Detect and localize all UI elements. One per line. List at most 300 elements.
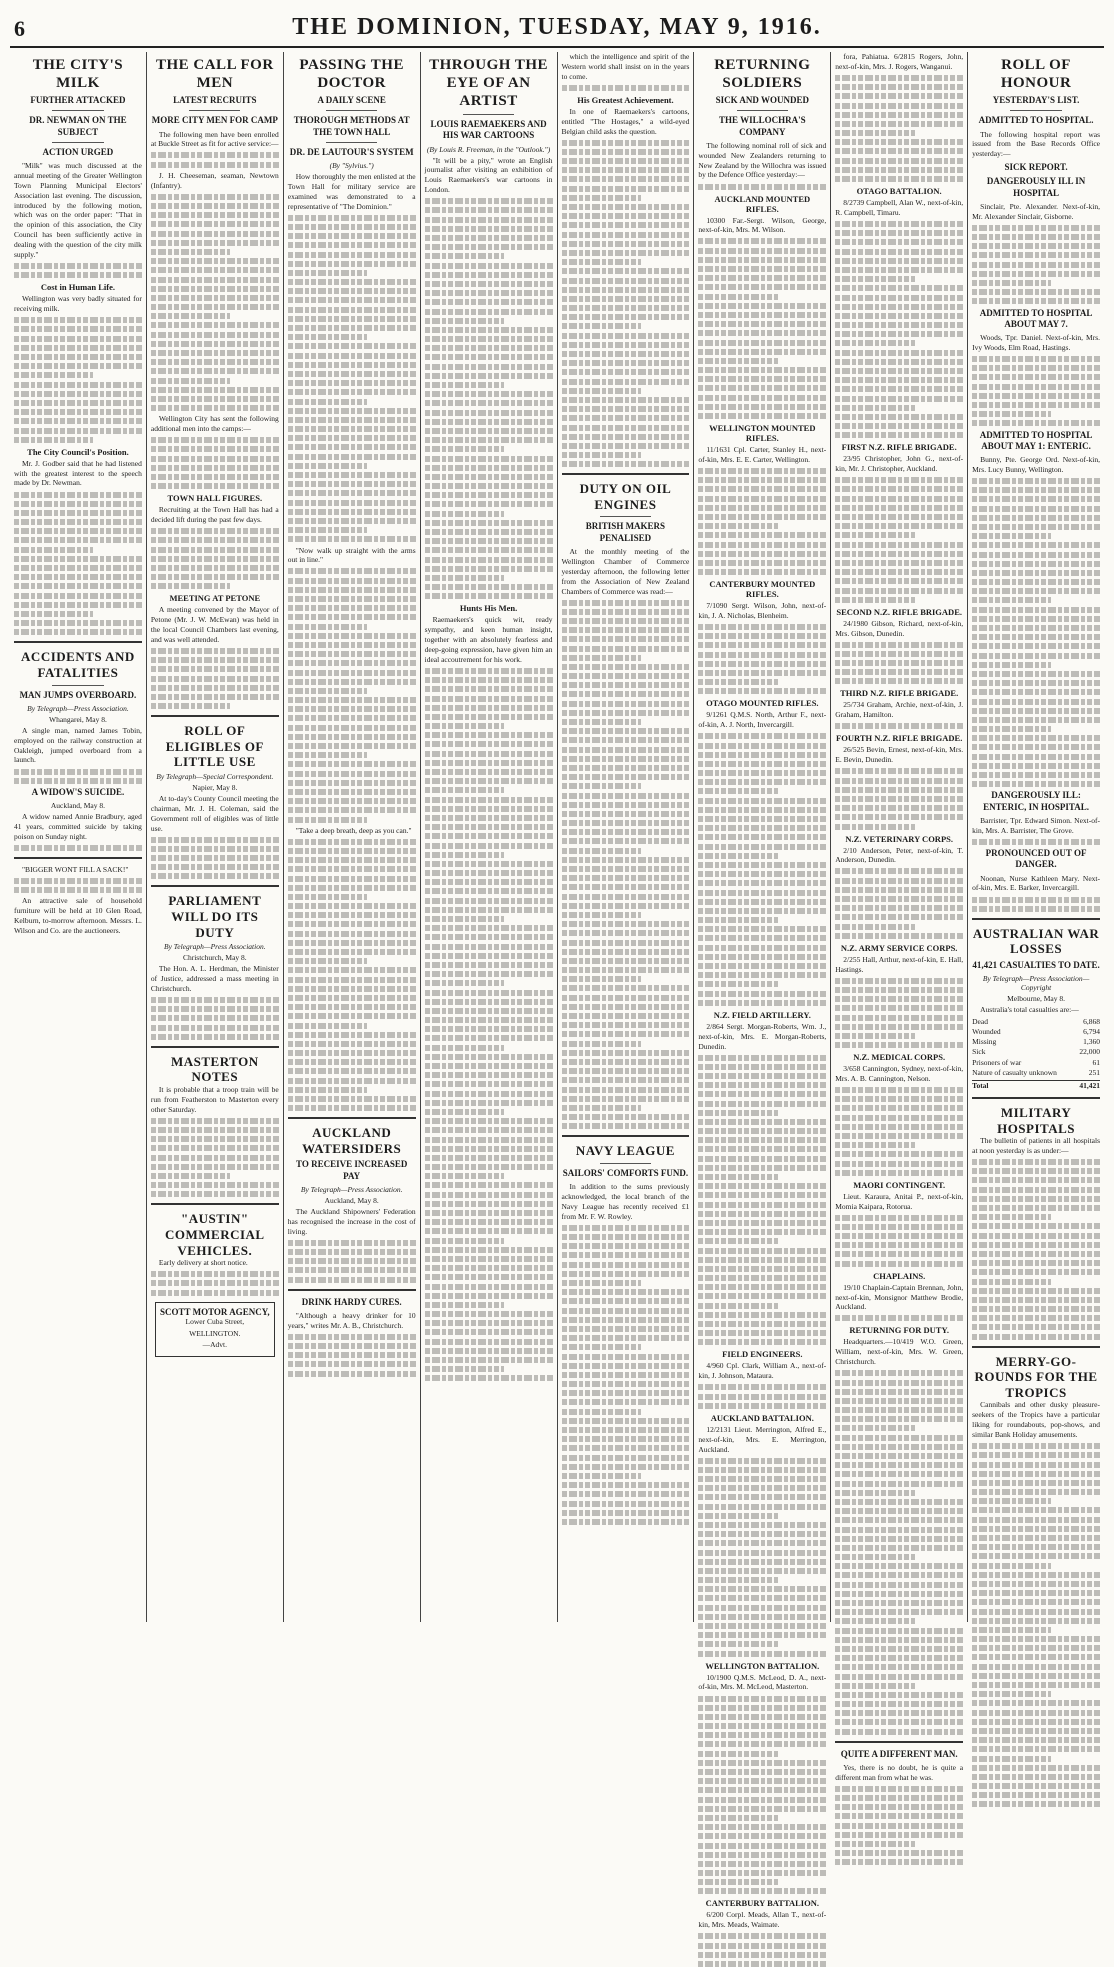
illegible-text-line xyxy=(425,492,553,498)
illegible-text-line xyxy=(425,714,553,720)
headline: AUSTRALIAN WAR LOSSES xyxy=(972,925,1100,957)
illegible-text-line xyxy=(835,1435,963,1441)
illegible-text-line xyxy=(562,1262,690,1268)
illegible-text-line xyxy=(698,1933,826,1939)
illegible-text-line xyxy=(835,167,963,173)
paragraph: 2/864 Sergt. Morgan-Roberts, Wm. J., next-of-kin, Mrs. E. Morgan-Roberts, Dunedin. xyxy=(698,1021,827,1051)
illegible-text-line xyxy=(562,250,690,256)
illegible-text-line xyxy=(835,1813,963,1819)
illegible-text-line xyxy=(698,1229,826,1235)
illegible-text-line xyxy=(972,772,1100,778)
illegible-text-line xyxy=(14,363,142,369)
illegible-text-line xyxy=(14,593,142,599)
illegible-text-line xyxy=(425,668,553,674)
subheadline: FURTHER ATTACKED xyxy=(30,95,126,105)
illegible-text-line xyxy=(425,281,553,287)
illegible-text-line xyxy=(698,1128,826,1134)
row-value: 6,794 xyxy=(1083,1027,1100,1037)
paragraph: The following nominal roll of sick and wounded New Zealanders returning to New Zealand by the Willochra was issued by the Defence Office yesterday:— xyxy=(698,140,827,180)
illegible-text-line xyxy=(835,1701,963,1707)
illegible-text-line xyxy=(972,1636,1100,1642)
illegible-text-line xyxy=(835,93,963,99)
illegible-text-line xyxy=(425,999,553,1005)
illegible-text-line xyxy=(562,1298,690,1304)
illegible-text-line xyxy=(698,1238,777,1244)
illegible-text-line xyxy=(425,1072,553,1078)
illegible-text-line xyxy=(972,1443,1100,1449)
illegible-text-line xyxy=(698,367,826,373)
illegible-text-line xyxy=(972,781,1100,787)
illegible-text-line xyxy=(288,270,367,276)
section-subhead: AUCKLAND BATTALION. xyxy=(710,1412,814,1423)
illegible-text-line xyxy=(288,444,416,450)
illegible-text-line xyxy=(562,1234,690,1240)
paragraph: 3/658 Cannington, Sydney, next-of-kin, Mrs. A. B. Cannington, Nelson. xyxy=(835,1064,964,1083)
table-row xyxy=(972,1047,1100,1057)
illegible-text-line xyxy=(562,158,690,164)
illegible-text-line xyxy=(425,235,553,241)
illegible-text-line xyxy=(562,747,690,753)
illegible-text-line xyxy=(288,912,416,918)
illegible-text-line xyxy=(288,297,416,303)
illegible-text-line xyxy=(698,294,777,300)
paragraph: The Auckland Shipowners' Federation has recognised the increase in the cost of living. xyxy=(287,1206,416,1236)
illegible-text-line xyxy=(14,528,142,534)
illegible-text-line xyxy=(698,1504,826,1510)
illegible-text-line xyxy=(972,225,1100,231)
illegible-text-line xyxy=(835,660,963,666)
subheadline: DANGEROUSLY ILL: ENTERIC, IN HOSPITAL. xyxy=(983,790,1089,812)
illegible-text-line xyxy=(972,1599,1100,1605)
illegible-text-line xyxy=(972,1452,1100,1458)
illegible-text-line xyxy=(835,868,963,874)
illegible-text-line xyxy=(972,897,1100,903)
illegible-text-line xyxy=(835,1170,963,1176)
illegible-text-line xyxy=(425,898,553,904)
illegible-text-line xyxy=(288,490,416,496)
illegible-text-line xyxy=(698,1192,826,1198)
illegible-text-line xyxy=(835,405,914,411)
illegible-text-line xyxy=(835,1151,963,1157)
illegible-text-line xyxy=(14,602,142,608)
column-8 xyxy=(968,52,1104,1622)
illegible-text-line xyxy=(972,1177,1100,1183)
section-subhead: N.Z. MEDICAL CORPS. xyxy=(853,1052,946,1063)
illegible-text-line xyxy=(835,1710,963,1716)
illegible-text-line xyxy=(698,991,826,997)
illegible-text-line xyxy=(151,437,279,443)
paragraph: It is probable that a troop train will be run from Featherston to Masterton every other Saturday. xyxy=(150,1085,279,1114)
illegible-text-line xyxy=(151,350,279,356)
illegible-text-line xyxy=(288,1013,416,1019)
illegible-text-line xyxy=(698,468,826,474)
illegible-text-line xyxy=(698,284,826,290)
divider xyxy=(600,516,651,517)
section-subhead: CANTERBURY BATTALION. xyxy=(705,1898,819,1909)
illegible-text-line xyxy=(835,914,963,920)
illegible-text-line xyxy=(425,705,553,711)
illegible-text-line xyxy=(562,360,690,366)
article-text xyxy=(151,605,279,709)
illegible-text-line xyxy=(425,593,553,599)
illegible-text-line xyxy=(151,1290,279,1296)
illegible-text-line xyxy=(14,501,142,507)
illegible-text-line xyxy=(288,1343,416,1349)
dateline: Whangarei, May 8. xyxy=(48,714,107,724)
paragraph: "Now walk up straight with the arms out in line." xyxy=(287,545,416,565)
article-text xyxy=(151,794,279,880)
illegible-text-line xyxy=(562,434,690,440)
paragraph: The following hospital report was issued from the Base Records Office yesterday:— xyxy=(972,129,1100,159)
illegible-text-line xyxy=(151,694,279,700)
illegible-text-line xyxy=(835,542,963,548)
illegible-text-line xyxy=(835,778,963,784)
illegible-text-line xyxy=(972,671,1100,677)
illegible-text-line xyxy=(425,870,553,876)
illegible-text-line xyxy=(288,857,416,863)
illegible-text-line xyxy=(835,1823,963,1829)
illegible-text-line xyxy=(835,130,914,136)
divider xyxy=(288,1289,416,1291)
illegible-text-line xyxy=(835,1536,963,1542)
illegible-text-line xyxy=(425,980,504,986)
illegible-text-line xyxy=(562,351,690,357)
illegible-text-line xyxy=(562,894,690,900)
byline: By Telegraph—Special Correspondent. xyxy=(156,771,274,781)
illegible-text-line xyxy=(288,771,416,777)
illegible-text-line xyxy=(835,121,963,127)
illegible-text-line xyxy=(835,1628,963,1634)
illegible-text-line xyxy=(698,569,826,575)
article-text xyxy=(835,52,963,182)
illegible-text-line xyxy=(562,425,690,431)
illegible-text-line xyxy=(425,410,553,416)
illegible-text-line xyxy=(425,391,553,397)
illegible-text-line xyxy=(562,1059,690,1065)
illegible-text-line xyxy=(288,931,416,937)
illegible-text-line xyxy=(972,1609,1100,1615)
illegible-text-line xyxy=(972,356,1100,362)
illegible-text-line xyxy=(698,862,826,868)
headline: DUTY ON OIL ENGINES xyxy=(579,481,672,512)
illegible-text-line xyxy=(288,316,416,322)
article-text xyxy=(972,333,1100,426)
advert-title: SCOTT MOTOR AGENCY, xyxy=(160,1306,270,1317)
illegible-text-line xyxy=(835,1692,963,1698)
illegible-text-line xyxy=(14,769,142,775)
illegible-text-line xyxy=(425,962,553,968)
divider xyxy=(835,1741,963,1743)
illegible-text-line xyxy=(698,266,826,272)
paragraph: Woods, Tpr. Daniel. Next-of-kin, Mrs. Ivy Woods, Elm Road, Hastings. xyxy=(972,333,1100,352)
paragraph: 26/525 Bevin, Ernest, next-of-kin, Mrs. E. Bevin, Dunedin. xyxy=(835,745,964,765)
illegible-text-line xyxy=(562,691,690,697)
illegible-text-line xyxy=(698,395,826,401)
illegible-text-line xyxy=(151,332,279,338)
illegible-text-line xyxy=(698,844,826,850)
illegible-text-line xyxy=(972,243,1100,249)
illegible-text-line xyxy=(151,304,279,310)
illegible-text-line xyxy=(835,75,963,81)
illegible-text-line xyxy=(835,340,914,346)
subheadline: A DAILY SCENE xyxy=(317,95,386,105)
section-subhead: WELLINGTON MOUNTED RIFLES. xyxy=(709,423,816,444)
illegible-text-line xyxy=(151,846,279,852)
illegible-text-line xyxy=(425,1137,553,1143)
illegible-text-line xyxy=(425,751,553,757)
section-subhead: CHAPLAINS. xyxy=(873,1270,926,1281)
article-text xyxy=(698,1673,826,1895)
illegible-text-line xyxy=(425,1182,553,1188)
illegible-text-line xyxy=(835,1087,963,1093)
article-text xyxy=(425,156,553,600)
illegible-text-line xyxy=(835,423,963,429)
illegible-text-line xyxy=(14,345,142,351)
illegible-text-line xyxy=(151,1127,279,1133)
illegible-text-line xyxy=(835,805,963,811)
article-text xyxy=(14,812,142,851)
paragraph: Sinclair, Pte. Alexander. Next-of-kin, Mr. Alexander Sinclair, Gisborne. xyxy=(972,201,1100,221)
row-label: Wounded xyxy=(972,1027,1001,1037)
paragraph: Cannibals and other dusky pleasure-seekers of the Tropics have a particular liking for roundabouts, pop-shows, and similar Bank Holiday amusements. xyxy=(972,1400,1100,1440)
article-text xyxy=(288,1207,416,1283)
illegible-text-line xyxy=(972,298,1100,304)
dateline: Napier, May 8. xyxy=(192,782,238,792)
article-text xyxy=(151,505,279,589)
illegible-text-line xyxy=(698,770,826,776)
illegible-text-line xyxy=(972,1618,1100,1624)
article-text xyxy=(835,1283,963,1322)
illegible-text-line xyxy=(698,788,777,794)
row-label: Missing xyxy=(972,1037,997,1047)
section-subhead: The City Council's Position. xyxy=(27,446,129,457)
illegible-text-line xyxy=(698,340,826,346)
illegible-text-line xyxy=(972,1728,1100,1734)
illegible-text-line xyxy=(562,259,641,265)
illegible-text-line xyxy=(425,575,504,581)
article-text xyxy=(972,1136,1100,1340)
illegible-text-line xyxy=(425,1109,504,1115)
illegible-text-line xyxy=(698,1879,777,1885)
illegible-text-line xyxy=(835,1233,963,1239)
illegible-text-line xyxy=(151,1034,279,1040)
illegible-text-line xyxy=(698,376,826,382)
illegible-text-line xyxy=(151,212,279,218)
illegible-text-line xyxy=(562,976,641,982)
illegible-text-line xyxy=(151,583,230,589)
illegible-text-line xyxy=(14,574,142,580)
illegible-text-line xyxy=(425,566,553,572)
illegible-text-line xyxy=(288,408,416,414)
paragraph: 23/95 Christopher, John G., next-of-kin, Mr. J. Christopher, Auckland. xyxy=(835,454,964,474)
illegible-text-line xyxy=(562,379,690,385)
illegible-text-line xyxy=(698,624,826,630)
subheadline: A WIDOW'S SUICIDE. xyxy=(31,786,125,797)
illegible-text-line xyxy=(835,477,963,483)
illegible-text-line xyxy=(972,1756,1051,1762)
illegible-text-line xyxy=(288,1068,416,1074)
illegible-text-line xyxy=(972,289,1100,295)
illegible-text-line xyxy=(562,314,690,320)
illegible-text-line xyxy=(972,1682,1100,1688)
illegible-text-line xyxy=(425,769,553,775)
illegible-text-line xyxy=(288,949,416,955)
illegible-text-line xyxy=(835,597,914,603)
illegible-text-line xyxy=(972,570,1100,576)
row-label: Nature of casualty unknown xyxy=(972,1067,1057,1077)
illegible-text-line xyxy=(835,1115,963,1121)
illegible-text-line xyxy=(972,643,1100,649)
illegible-text-line xyxy=(425,1081,553,1087)
illegible-text-line xyxy=(288,1032,416,1038)
illegible-text-line xyxy=(835,295,963,301)
illegible-text-line xyxy=(288,986,416,992)
illegible-text-line xyxy=(151,666,279,672)
illegible-text-line xyxy=(698,1202,826,1208)
paragraph: Barrister, Tpr. Edward Simon. Next-of-kin, Mrs. A. Barrister, The Grove. xyxy=(972,815,1100,835)
illegible-text-line xyxy=(562,1390,690,1396)
illegible-text-line xyxy=(698,312,826,318)
illegible-text-line xyxy=(425,309,553,315)
article-text xyxy=(562,1182,690,1525)
illegible-text-line xyxy=(972,653,1100,659)
illegible-text-line xyxy=(14,317,142,323)
illegible-text-line xyxy=(14,437,93,443)
illegible-text-line xyxy=(972,1765,1100,1771)
illegible-text-line xyxy=(562,820,690,826)
illegible-text-line xyxy=(425,990,553,996)
column-4 xyxy=(421,52,558,1622)
illegible-text-line xyxy=(835,176,963,182)
illegible-text-line xyxy=(425,1100,553,1106)
divider xyxy=(600,1163,651,1164)
illegible-text-line xyxy=(698,257,826,263)
illegible-text-line xyxy=(698,1091,826,1097)
illegible-text-line xyxy=(562,921,690,927)
illegible-text-line xyxy=(698,532,826,538)
illegible-text-line xyxy=(425,1247,553,1253)
illegible-text-line xyxy=(425,778,553,784)
illegible-text-line xyxy=(562,1087,690,1093)
illegible-text-line xyxy=(151,162,279,168)
headline: "AUSTIN" COMMERCIAL VEHICLES. xyxy=(165,1211,265,1258)
illegible-text-line xyxy=(698,1861,826,1867)
illegible-text-line xyxy=(562,333,690,339)
divider xyxy=(151,1046,279,1048)
illegible-text-line xyxy=(288,279,416,285)
illegible-text-line xyxy=(972,744,1100,750)
article-text xyxy=(14,726,142,784)
illegible-text-line xyxy=(835,239,963,245)
illegible-text-line xyxy=(698,1577,777,1583)
illegible-text-line xyxy=(835,258,963,264)
illegible-text-line xyxy=(288,334,367,340)
article-text xyxy=(151,1085,279,1197)
illegible-text-line xyxy=(562,1381,690,1387)
advert-line: WELLINGTON. xyxy=(189,1328,241,1338)
illegible-text-line xyxy=(151,405,279,411)
illegible-text-line xyxy=(562,140,690,146)
illegible-text-line xyxy=(288,509,416,515)
article-text xyxy=(151,414,279,489)
illegible-text-line xyxy=(14,409,142,415)
illegible-text-line xyxy=(835,432,963,438)
illegible-text-line xyxy=(698,560,826,566)
section-subhead: Hunts His Men. xyxy=(459,603,518,614)
illegible-text-line xyxy=(562,756,690,762)
illegible-text-line xyxy=(562,866,690,872)
article-text xyxy=(151,171,279,411)
paragraph: 10/1900 Q.M.S. McLeod, D. A., next-of-kin, Mrs. M. McLeod, Masterton. xyxy=(698,1672,827,1692)
illegible-text-line xyxy=(972,234,1100,240)
divider xyxy=(972,918,1100,920)
illegible-text-line xyxy=(562,1372,690,1378)
divider xyxy=(326,110,377,111)
illegible-text-line xyxy=(698,1119,826,1125)
illegible-text-line xyxy=(151,396,279,402)
illegible-text-line xyxy=(425,226,553,232)
illegible-text-line xyxy=(425,244,553,250)
headline: ACCIDENTS AND FATALITIES xyxy=(21,649,135,680)
illegible-text-line xyxy=(425,345,553,351)
illegible-text-line xyxy=(698,1632,826,1638)
illegible-text-line xyxy=(288,789,416,795)
illegible-text-line xyxy=(698,1787,826,1793)
illegible-text-line xyxy=(698,1559,826,1565)
column-2 xyxy=(147,52,284,1622)
illegible-text-line xyxy=(425,1256,553,1262)
illegible-text-line xyxy=(698,1266,826,1272)
dateline: Melbourne, May 8. xyxy=(1007,994,1066,1004)
illegible-text-line xyxy=(972,262,1100,268)
illegible-text-line xyxy=(288,343,416,349)
illegible-text-line xyxy=(835,313,963,319)
illegible-text-line xyxy=(562,397,690,403)
illegible-text-line xyxy=(562,728,690,734)
illegible-text-line xyxy=(288,876,416,882)
illegible-text-line xyxy=(972,1288,1100,1294)
illegible-text-line xyxy=(972,1306,1100,1312)
illegible-text-line xyxy=(288,1105,416,1111)
illegible-text-line xyxy=(835,560,963,566)
illegible-text-line xyxy=(972,1498,1051,1504)
illegible-text-line xyxy=(425,456,553,462)
illegible-text-line xyxy=(562,1271,690,1277)
paragraph: Wellington City has sent the following additional men into the camps:— xyxy=(150,414,279,434)
illegible-text-line xyxy=(835,148,963,154)
illegible-text-line xyxy=(562,167,690,173)
illegible-text-line xyxy=(288,688,367,694)
dateline: Auckland, May 8. xyxy=(324,1195,379,1205)
illegible-text-line xyxy=(425,732,553,738)
illegible-text-line xyxy=(835,139,963,145)
illegible-text-line xyxy=(562,406,690,412)
illegible-text-line xyxy=(562,857,690,863)
paragraph: An attractive sale of household furniture will be held at 10 Glen Road, Kelburn, to-morrow afternoon. Messrs. L. Wilson and Co. are the auctioneers. xyxy=(14,896,142,936)
article-text xyxy=(972,874,1100,912)
headline: NAVY LEAGUE xyxy=(575,1143,675,1159)
illegible-text-line xyxy=(14,391,142,397)
illegible-text-line xyxy=(151,1191,279,1197)
illegible-text-line xyxy=(151,221,279,227)
illegible-text-line xyxy=(835,486,963,492)
illegible-text-line xyxy=(972,763,1100,769)
illegible-text-line xyxy=(562,1464,690,1470)
illegible-text-line xyxy=(14,263,142,269)
illegible-text-line xyxy=(562,1225,690,1231)
illegible-text-line xyxy=(835,1407,963,1413)
illegible-text-line xyxy=(698,779,826,785)
